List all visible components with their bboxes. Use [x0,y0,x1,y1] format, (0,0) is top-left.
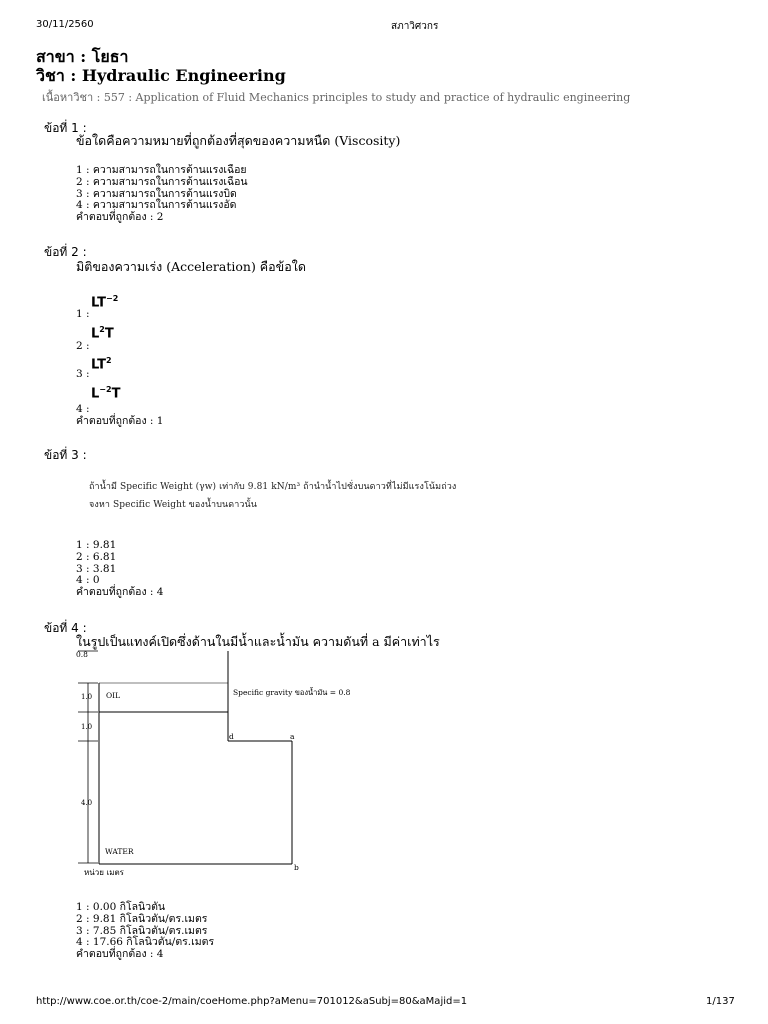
point-b-label: b [294,863,299,872]
option: 1 : 9.81 [76,539,117,551]
option: 3 : 3.81 [76,562,117,575]
dim-water-label: 4.0 [81,799,93,807]
option: 2 : 6.81 [76,550,117,563]
question-2-label: ข้อที่ 2 : [44,245,87,259]
formula-option-4: $L^{-2}T$ [91,385,121,402]
question-2-text: มิติของความเร่ง (Acceleration) คือข้อใด [76,259,306,274]
question-3-label: ข้อที่ 3 : [44,448,87,462]
point-a-label: a [290,732,295,741]
formula-option-3: $LT^2$ [91,356,112,373]
option-number: 4 : [76,403,90,415]
question-1-options [76,165,248,224]
question-4-text: ในรูปเป็นแทงค์เปิดซึ่งด้านในมีน้ำและน้ำมัน ความดันที่ a มีค่าเท่าไร [76,634,440,649]
point-d-label: d [229,732,234,741]
tank-figure [76,647,376,877]
option: 2 : ความสามารถในการต้านแรงเฉือน [76,175,248,188]
unit-label: หน่วย เมตร [84,868,124,877]
option: 3 : ความสามารถในการต้านแรงบิด [76,187,237,200]
answer: คำตอบที่ถูกต้อง : 4 [76,948,164,961]
question-3-text-line-2: จงหา Specific Weight ของน้ำบนดาวนั้น [89,500,258,510]
answer: คำตอบที่ถูกต้อง : 4 [76,586,164,599]
option-number: 3 : [76,368,90,380]
question-1-text: ข้อใดคือความหมายที่ถูกต้องที่สุดของความหนืด (Viscosity) [76,133,401,148]
answer: คำตอบที่ถูกต้อง : 2 [76,211,164,224]
question-3-options [76,540,164,599]
question-4-options [76,902,214,961]
option: 3 : 7.85 กิโลนิวตัน/ตร.เมตร [76,924,208,937]
page-url: http://www.coe.or.th/coe-2/main/coeHome.php?aMenu=701012&aSubj=80&aMajid=1 [36,996,468,1007]
oil-label: OIL [106,691,121,700]
question-4-label: ข้อที่ 4 : [44,621,87,635]
dimension-lines [78,651,98,863]
formula-option-2: $L^2T$ [91,325,114,342]
branch-title: สาขา : โยธา [36,47,129,66]
option: 4 : 17.66 กิโลนิวตัน/ตร.เมตร [76,936,215,949]
question-1-label: ข้อที่ 1 : [44,121,87,135]
question-3-text-line-1: ถ้าน้ำมี Specific Weight (γw) เท่ากับ 9.81 kN/m³ ถ้านำน้ำไปชั่งบนดาวที่ไม่มีแรงโน้มถ่วง [89,482,457,492]
option: 2 : 9.81 กิโลนิวตัน/ตร.เมตร [76,912,208,925]
option-number: 1 : [76,308,90,320]
answer: คำตอบที่ถูกต้อง : 1 [76,415,164,427]
print-date: 30/11/2560 [36,19,94,30]
site-name: สภาวิศวกร [391,21,439,32]
dim-oil-label: 1.0 [81,693,93,701]
option: 1 : 0.00 กิโลนิวตัน [76,901,166,913]
option: 1 : ความสามารถในการต้านแรงเฉือย [76,164,247,176]
formula-option-1: $LT^{-2}$ [91,294,119,311]
option-number: 2 : [76,340,90,352]
subject-title: วิชา : Hydraulic Engineering [36,66,286,85]
specific-gravity-note: Specific gravity ของน้ำมัน = 0.8 [233,688,351,697]
water-label: WATER [105,847,134,856]
option: 4 : ความสามารถในการต้านแรงอัด [76,199,237,212]
dim-top-label: 0.8 [76,650,88,659]
content-topic: เนื้อหาวิชา : 557 : Application of Fluid Mechanics principles to study and practice of hydraulic engineering [42,91,631,104]
dim-mid-label: 1.0 [81,723,93,731]
option: 4 : 0 [76,574,100,587]
page-number: 1/137 [706,996,735,1007]
